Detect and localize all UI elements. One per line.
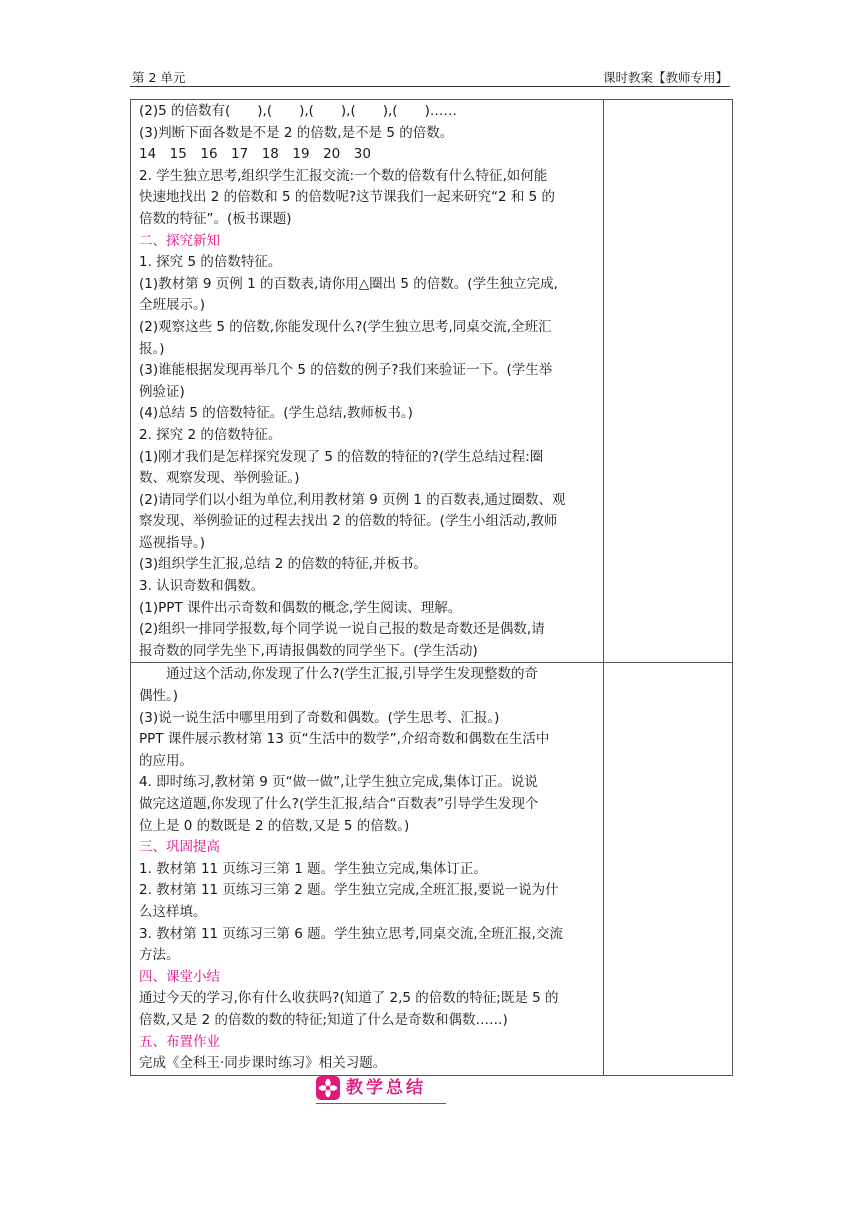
text-line: 偶性。) (139, 688, 179, 705)
text-line: (1)PPT 课件出示奇数和偶数的概念,学生阅读、理解。 (139, 599, 462, 616)
text-line: 通过今天的学习,你有什么收获吗?(知道了 2,5 的倍数的特征;既是 5 的 (139, 990, 559, 1007)
text-line: (1)刚才我们是怎样探究发现了 5 的倍数的特征的?(学生总结过程:圈 (139, 448, 544, 465)
text-line: 4. 即时练习,教材第 9 页“做一做”,让学生独立完成,集体订正。说说 (139, 774, 538, 791)
text-line: PPT 课件展示教材第 13 页“生活中的数学”,介绍奇数和偶数在生活中 (139, 731, 550, 748)
text-line: 14 15 16 17 18 19 20 30 (139, 146, 371, 163)
book-label: 课时教案【教师专用】 (602, 70, 728, 85)
text-line: 通过这个活动,你发现了什么?(学生汇报,引导学生发现整数的奇 (166, 666, 539, 683)
text-line: 2. 学生独立思考,组织学生汇报交流:一个数的倍数有什么特征,如何能 (139, 167, 548, 184)
text-line: 做完这道题,你发现了什么?(学生汇报,结合“百数表”引导学生发现个 (139, 796, 539, 812)
table-row (131, 663, 733, 1075)
content-cell (131, 100, 604, 663)
text-line: 例验证) (139, 383, 185, 400)
text-line: (3)说一说生活中哪里用到了奇数和偶数。(学生思考、汇报。) (139, 709, 500, 726)
text-line: 3. 教材第 11 页练习三第 6 题。学生独立思考,同桌交流,全班汇报,交流 (139, 925, 563, 942)
section-heading: 二、探究新知 (139, 232, 220, 249)
teaching-summary-title (316, 1076, 446, 1104)
text-line: (1)教材第 9 页例 1 的百数表,请你用△圈出 5 的倍数。(学生独立完成, (139, 275, 558, 292)
text-line: 1. 探究 5 的倍数特征。 (139, 254, 282, 271)
text-line: 快速地找出 2 的倍数和 5 的倍数呢?这节课我们一起来研究“2 和 5 的 (139, 189, 556, 206)
section-heading: 四、课堂小结 (139, 968, 220, 985)
text-line: 报奇数的同学先坐下,再请报偶数的同学坐下。(学生活动) (139, 642, 478, 659)
notes-cell (604, 100, 733, 663)
lesson-plan-table (130, 99, 733, 1076)
text-line: (3)谁能根据发现再举几个 5 的倍数的例子?我们来验证一下。(学生举 (139, 362, 553, 379)
summary-heading: 教学总结 (346, 1078, 426, 1098)
text-line: 全班展示。) (139, 297, 206, 314)
text-line: 倍数,又是 2 的倍数的数的特征;知道了什么是奇数和偶数……) (139, 1011, 508, 1028)
text-line: (2)请同学们以小组为单位,利用教材第 9 页例 1 的百数表,通过圈数、观 (139, 491, 566, 508)
text-line: 1. 教材第 11 页练习三第 1 题。学生独立完成,集体订正。 (139, 860, 487, 877)
notes-cell (604, 663, 733, 1075)
text-line: 位上是 0 的数既是 2 的倍数,又是 5 的倍数。) (139, 817, 410, 834)
table-row (131, 100, 733, 663)
text-line: 方法。 (139, 947, 180, 964)
unit-label: 第 2 单元 (132, 70, 186, 85)
text-line: 2. 教材第 11 页练习三第 2 题。学生独立完成,全班汇报,要说一说为什 (139, 882, 559, 899)
text-line: 么这样填。 (139, 903, 207, 920)
text-line: 倍数的特征”。(板书课题) (139, 210, 292, 227)
text-line: (2)5 的倍数有( ),( ),( ),( ),( )…… (139, 103, 457, 119)
text-line: (4)总结 5 的倍数特征。(学生总结,教师板书。) (139, 405, 413, 422)
text-line: 巡视指导。) (139, 534, 206, 551)
heading-underline (316, 1103, 446, 1104)
text-line: 数、观察发现、举例验证。) (139, 470, 300, 487)
text-line: 2. 探究 2 的倍数特征。 (139, 426, 282, 443)
text-line: 报。) (139, 340, 165, 357)
flower-icon (316, 1076, 340, 1100)
section-heading: 三、巩固提高 (139, 839, 220, 856)
section-heading: 五、布置作业 (139, 1033, 220, 1050)
text-line: (3)组织学生汇报,总结 2 的倍数的特征,并板书。 (139, 556, 427, 573)
text-line: (2)观察这些 5 的倍数,你能发现什么?(学生独立思考,同桌交流,全班汇 (139, 318, 552, 335)
content-cell (131, 663, 604, 1075)
text-line: (3)判断下面各数是不是 2 的倍数,是不是 5 的倍数。 (139, 124, 454, 141)
text-line: 的应用。 (139, 752, 193, 769)
text-line: 3. 认识奇数和偶数。 (139, 578, 265, 595)
text-line: (2)组织一排同学报数,每个同学说一说自己报的数是奇数还是偶数,请 (139, 621, 545, 638)
page-header (130, 66, 730, 87)
text-line: 完成《全科王·同步课时练习》相关习题。 (139, 1055, 387, 1072)
text-line: 察发现、举例验证的过程去找出 2 的倍数的特征。(学生小组活动,教师 (139, 513, 558, 530)
